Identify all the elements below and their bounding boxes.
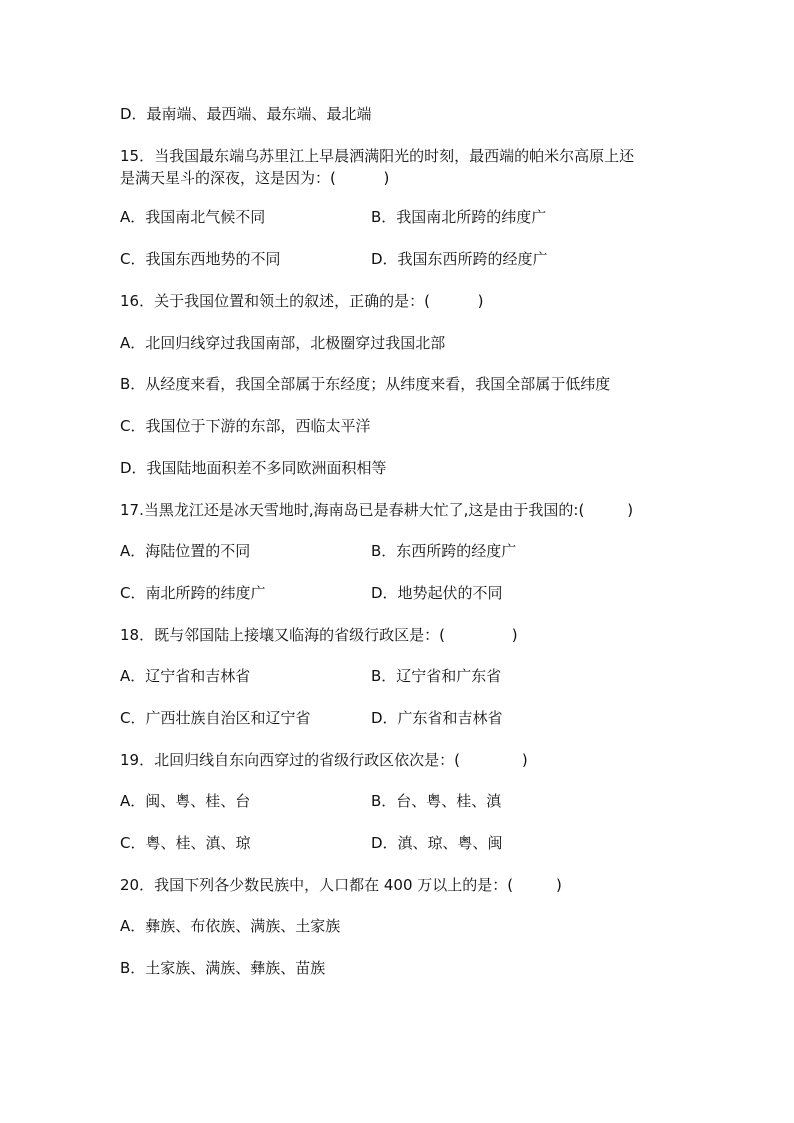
q16-option-d: D．我国陆地面积差不多同欧洲面积相等 bbox=[120, 459, 387, 477]
q18-option-a: A．辽宁省和吉林省 bbox=[120, 667, 251, 685]
q15-option-c: C．我国东西地势的不同 bbox=[120, 250, 281, 268]
q19-option-b: B．台、粤、桂、滇 bbox=[371, 792, 502, 810]
q16-option-b: B．从经度来看，我国全部属于东经度；从纬度来看，我国全部属于低纬度 bbox=[120, 375, 611, 393]
q15-option-a: A．我国南北气候不同 bbox=[120, 208, 266, 226]
q19-stem: 19．北回归线自东向西穿过的省级行政区依次是：( ) bbox=[120, 751, 528, 769]
q14-option-d: D．最南端、最西端、最东端、最北端 bbox=[120, 105, 372, 123]
q15-stem-line1: 15．当我国最东端乌苏里江上早晨洒满阳光的时刻，最西端的帕米尔高原上还 bbox=[120, 147, 635, 165]
q19-option-c: C．粤、桂、滇、琼 bbox=[120, 834, 251, 852]
q15-option-b: B．我国南北所跨的纬度广 bbox=[371, 208, 547, 226]
q17-option-a: A．海陆位置的不同 bbox=[120, 542, 251, 560]
q18-option-b: B．辽宁省和广东省 bbox=[371, 667, 502, 685]
q17-option-c: C．南北所跨的纬度广 bbox=[120, 584, 266, 602]
q15-stem-line2: 是满天星斗的深夜，这是因为：( ) bbox=[120, 169, 390, 187]
q15-option-d: D．我国东西所跨的经度广 bbox=[371, 250, 548, 268]
q20-option-b: B．土家族、满族、彝族、苗族 bbox=[120, 959, 326, 977]
q18-stem: 18．既与邻国陆上接壤又临海的省级行政区是：( ) bbox=[120, 626, 518, 644]
q20-stem: 20．我国下列各少数民族中，人口都在 400 万以上的是：( ) bbox=[120, 876, 562, 894]
q16-option-a: A．北回归线穿过我国南部，北极圈穿过我国北部 bbox=[120, 334, 446, 352]
q17-stem: 17.当黑龙江还是冰天雪地时,海南岛已是春耕大忙了,这是由于我国的:( ) bbox=[120, 501, 634, 519]
q19-option-d: D．滇、琼、粤、闽 bbox=[371, 834, 503, 852]
q20-option-a: A．彝族、布依族、满族、土家族 bbox=[120, 917, 341, 935]
q16-option-c: C．我国位于下游的东部，西临太平洋 bbox=[120, 417, 371, 435]
q18-option-c: C．广西壮族自治区和辽宁省 bbox=[120, 709, 311, 727]
q18-option-d: D．广东省和吉林省 bbox=[371, 709, 503, 727]
q16-stem: 16．关于我国位置和领土的叙述，正确的是：( ) bbox=[120, 292, 484, 310]
q19-option-a: A．闽、粤、桂、台 bbox=[120, 792, 251, 810]
q17-option-d: D．地势起伏的不同 bbox=[371, 584, 503, 602]
q17-option-b: B．东西所跨的经度广 bbox=[371, 542, 517, 560]
